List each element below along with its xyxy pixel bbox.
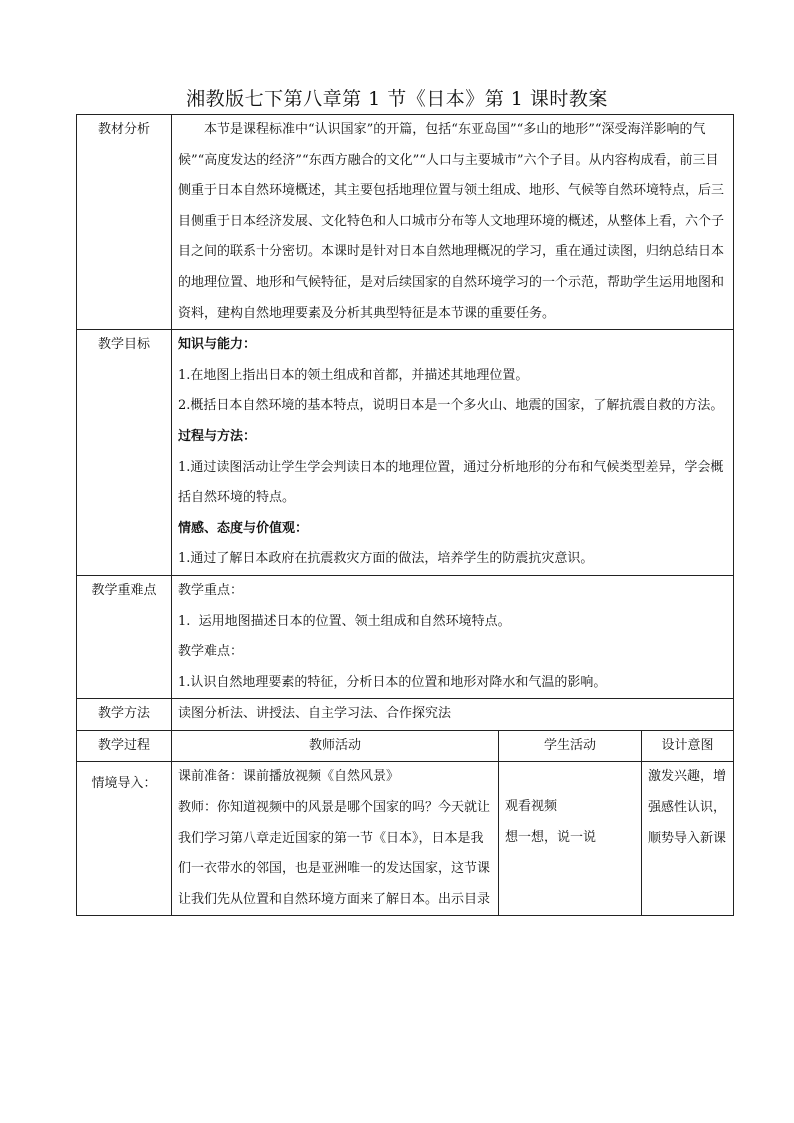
keypoints-label: 教学重难点 xyxy=(77,575,172,698)
analysis-label: 教材分析 xyxy=(77,115,172,330)
keypoint-heading: 教学重点： xyxy=(178,582,244,598)
objectives-label: 教学目标 xyxy=(77,330,172,576)
intro-teacher-prep: 课前准备：课前播放视频《自然风景》 xyxy=(178,769,400,785)
methods-text: 读图分析法、讲授法、自主学习法、合作探究法 xyxy=(172,699,734,731)
methods-row xyxy=(77,699,734,731)
objective-knowledge-1: 1.在地图上指出日本的领土组成和首都，并描述其地理位置。 xyxy=(178,367,529,383)
intro-student-watch: 观看视频 xyxy=(505,799,558,815)
objective-process-1: 1.通过读图活动让学生学会判读日本的地理位置，通过分析地形的分布和气候类型差异，学会概括自然环境的特点。 xyxy=(178,459,724,506)
intro-teacher-cell xyxy=(172,762,499,916)
lesson-plan-table xyxy=(76,114,734,916)
intro-student-cell xyxy=(499,762,642,916)
analysis-text: 本节是课程标准中“认识国家”的开篇，包括“东亚岛国”“多山的地形”“深受海洋影响的气候”“高度发达的经济”“东西方融合的文化”“人口与主要城市”六个子目。从内容构成看，前三目侧重于日本自然环境概述，其主要包括地理位置与领土组成、地形、气候等自然环境特点，后三目侧重于日本经济发展、文化特色和人口城市分布等人文地理环境的概述，从整体上看，六个子目之间的联系十分密切。本课时是针对日本自然地理概况的学习，重在通过读图，归纳总结日本的地理位置、地形和气候特征，是对后续国家的自然环境学习的一个示范，帮助学生运用地图和资料，建构自然地理要素及分析其典型特征是本节课的重要任务。 xyxy=(178,122,725,321)
page-title: 湘教版七下第八章第 1 节《日本》第 1 课时教案 xyxy=(186,88,608,110)
intro-student-think: 想一想，说一说 xyxy=(505,830,597,846)
process-header-student: 学生活动 xyxy=(499,730,642,762)
objectives-cell xyxy=(172,330,734,576)
intro-row xyxy=(77,762,734,916)
objectives-heading-emotion: 情感、态度与价值观： xyxy=(178,520,309,536)
keypoints-cell xyxy=(172,575,734,698)
analysis-cell xyxy=(172,115,734,330)
process-header-intent: 设计意图 xyxy=(642,730,734,762)
intro-teacher-talk: 教师：你知道视频中的风景是哪个国家的吗？今天就让我们学习第八章走近国家的第一节《日本》，日本是我们一衣带水的邻国，也是亚洲唯一的发达国家，这节课让我们先从位置和自然环境方面来了解日本。出示目录 xyxy=(178,800,491,907)
objectives-row xyxy=(77,330,734,576)
keypoint-text: 1. 运用地图描述日本的位置、领土组成和自然环境特点。 xyxy=(178,613,511,629)
intro-label: 情境导入： xyxy=(77,762,172,916)
objective-emotion-1: 1.通过了解日本政府在抗震救灾方面的做法，培养学生的防震抗灾意识。 xyxy=(178,551,594,567)
process-header-row xyxy=(77,730,734,762)
difficulty-text: 1.认识自然地理要素的特征，分析日本的位置和地形对降水和气温的影响。 xyxy=(178,674,607,690)
analysis-row xyxy=(77,115,734,330)
keypoints-row xyxy=(77,575,734,698)
process-header-stage: 教学过程 xyxy=(77,730,172,762)
difficulty-heading: 教学难点： xyxy=(178,644,244,660)
intro-intent-text: 激发兴趣，增强感性认识，顺势导入新课 xyxy=(648,769,727,846)
objectives-heading-process: 过程与方法： xyxy=(178,428,257,444)
methods-label: 教学方法 xyxy=(77,699,172,731)
process-header-teacher: 教师活动 xyxy=(172,730,499,762)
objectives-heading-knowledge: 知识与能力： xyxy=(178,337,257,353)
intro-intent-cell xyxy=(642,762,734,916)
objective-knowledge-2: 2.概括日本自然环境的基本特点，说明日本是一个多火山、地震的国家，了解抗震自救的方法。 xyxy=(178,398,724,414)
